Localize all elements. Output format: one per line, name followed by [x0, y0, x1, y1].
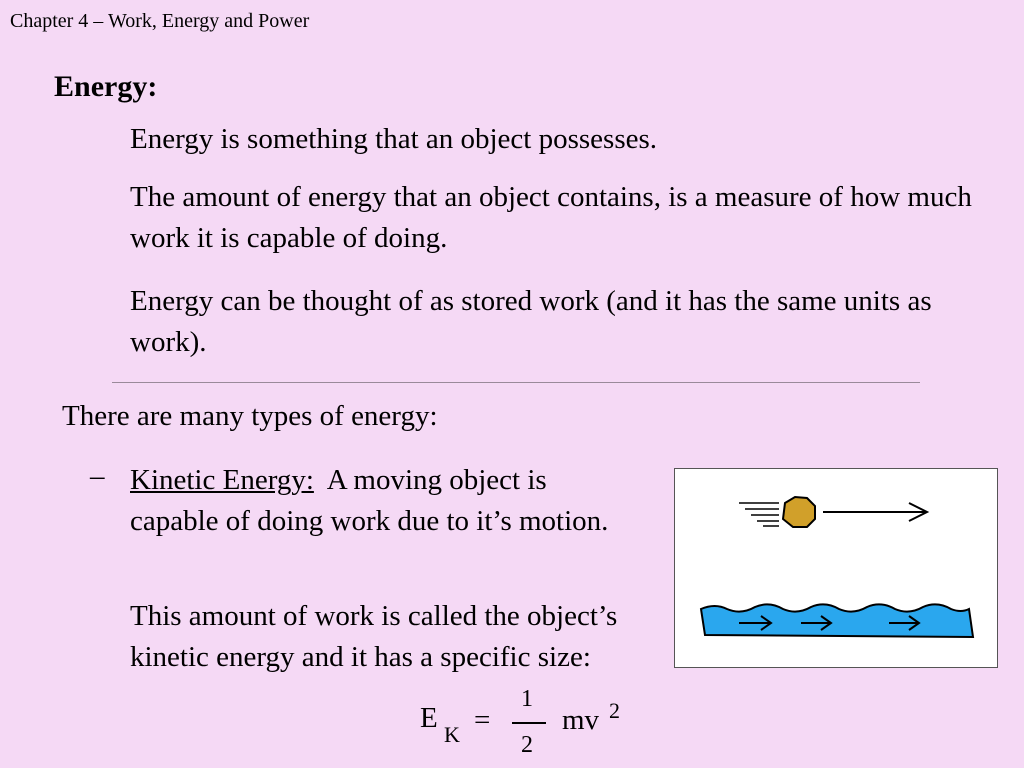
- kinetic-energy-formula: [420, 686, 630, 766]
- formula-exponent: 2: [609, 698, 620, 723]
- kinetic-energy-illustration: [675, 469, 997, 667]
- kinetic-energy-amount-text: This amount of work is called the object’s kinetic energy and it has a specific size:: [130, 600, 618, 673]
- paragraph-stored-work: Energy can be thought of as stored work (and it has the same units as work).: [130, 285, 932, 358]
- formula-numerator: 1: [521, 686, 533, 712]
- formula-equals: =: [474, 704, 491, 736]
- formula-mv: mv: [562, 704, 600, 736]
- formula-denominator: 2: [521, 732, 533, 758]
- divider-line: [112, 382, 920, 383]
- kinetic-energy-item: [130, 460, 635, 542]
- formula-energy-symbol: E: [420, 702, 438, 734]
- motion-lines-icon: [739, 503, 779, 526]
- kinetic-energy-label: Kinetic Energy:: [130, 464, 314, 496]
- water-wave-icon: [701, 604, 973, 637]
- formula-subscript: K: [444, 722, 460, 747]
- bullet-dash: –: [90, 460, 105, 492]
- paragraph-energy-definition: Energy is something that an object possesses.: [130, 123, 658, 155]
- paragraph-energy-measure: The amount of energy that an object contains, is a measure of how much work it is capable of doing.: [130, 181, 972, 254]
- types-intro: There are many types of energy:: [62, 400, 438, 432]
- section-heading: Energy:: [54, 70, 158, 103]
- formula-fraction-bar: [512, 722, 546, 724]
- arrow-right-icon: [823, 503, 927, 521]
- chapter-title: Chapter 4 – Work, Energy and Power: [10, 10, 310, 32]
- kinetic-energy-description: A moving object is capable of doing work due to it’s motion.: [130, 464, 609, 537]
- moving-rock-icon: [783, 497, 815, 527]
- kinetic-energy-figure: [674, 468, 998, 668]
